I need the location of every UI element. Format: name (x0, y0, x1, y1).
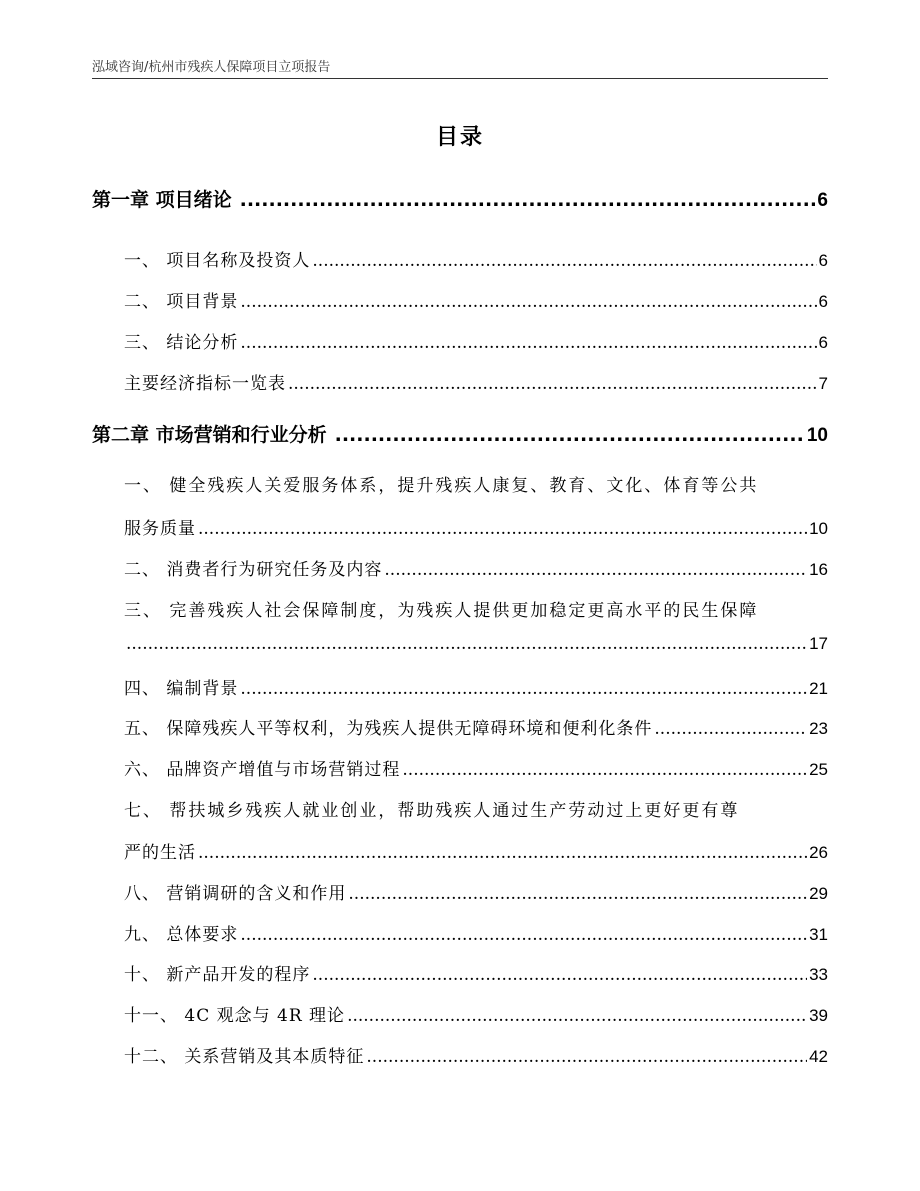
toc-entry[interactable] (92, 714, 828, 739)
toc-entry[interactable] (92, 246, 828, 271)
toc-entry-line2[interactable] (92, 838, 828, 863)
leader-dots (240, 189, 816, 211)
toc-entry[interactable] (92, 555, 828, 580)
toc-entry[interactable] (92, 755, 828, 780)
toc-entry[interactable] (92, 674, 828, 699)
toc-page-number: 6 (818, 251, 828, 270)
toc-label: 十二、 关系营销及其本质特征 (124, 1047, 365, 1067)
toc-page-number: 29 (809, 884, 828, 903)
toc-page-number: 42 (809, 1047, 828, 1066)
header-divider (92, 78, 828, 79)
toc-label: 二、 项目背景 (124, 292, 239, 312)
leader-dots (240, 925, 807, 945)
leader-dots (312, 251, 816, 271)
leader-dots (240, 333, 816, 353)
leader-dots (402, 760, 807, 780)
running-header: 泓域咨询/杭州市残疾人保障项目立项报告 (92, 60, 331, 75)
toc-page-number: 6 (818, 333, 828, 352)
toc-entry[interactable] (92, 879, 828, 904)
toc-label: 四、 编制背景 (124, 679, 239, 699)
leader-dots (198, 519, 807, 539)
toc-page-number: 26 (809, 843, 828, 862)
toc-label: 六、 品牌资产增值与市场营销过程 (124, 760, 401, 780)
toc-label: 一、 项目名称及投资人 (124, 251, 311, 271)
toc-label: 十、 新产品开发的程序 (124, 965, 311, 985)
toc-label: 第一章 项目绪论 (92, 189, 232, 211)
toc-label: 八、 营销调研的含义和作用 (124, 884, 347, 904)
toc-chapter-1[interactable] (92, 185, 828, 212)
toc-page-number: 10 (809, 519, 828, 538)
toc-label: 九、 总体要求 (124, 925, 239, 945)
toc-label: 三、 结论分析 (124, 333, 239, 353)
page-title: 目录 (435, 125, 484, 150)
leader-dots (335, 424, 805, 446)
leader-dots (348, 884, 807, 904)
toc-page-number: 23 (809, 719, 828, 738)
toc-entry-line1[interactable] (92, 471, 828, 496)
toc-entry-line1[interactable] (92, 596, 828, 621)
toc-page-number: 25 (809, 760, 828, 779)
leader-dots (312, 965, 807, 985)
toc-label: 十一、 4C 观念与 4R 理论 (124, 1006, 346, 1026)
toc-page-number: 16 (809, 560, 828, 579)
toc-label: 主要经济指标一览表 (124, 374, 286, 394)
leader-dots (384, 560, 807, 580)
toc-entry-line1[interactable] (92, 796, 828, 821)
toc-page-number: 7 (818, 374, 828, 393)
toc-label: 二、 消费者行为研究任务及内容 (124, 560, 383, 580)
toc-entry[interactable] (92, 1001, 828, 1026)
leader-dots (240, 679, 807, 699)
toc-entry[interactable] (92, 328, 828, 353)
toc-label: 服务质量 (124, 519, 196, 539)
toc-page-number: 6 (817, 190, 828, 211)
leader-dots (126, 634, 807, 654)
toc-chapter-2[interactable] (92, 420, 828, 447)
leader-dots (240, 292, 816, 312)
leader-dots (654, 719, 807, 739)
toc-page-number: 31 (809, 925, 828, 944)
toc-entry[interactable] (92, 369, 828, 394)
toc-entry[interactable] (92, 920, 828, 945)
toc-page-number: 21 (809, 679, 828, 698)
toc-page-number: 39 (809, 1006, 828, 1025)
leader-dots (288, 374, 817, 394)
toc-entry-line2[interactable] (92, 634, 828, 654)
toc-label: 第二章 市场营销和行业分析 (92, 424, 327, 446)
toc-label: 严的生活 (124, 843, 196, 863)
toc-label: 五、 保障残疾人平等权利，为残疾人提供无障碍环境和便利化条件 (124, 719, 653, 739)
toc-page-number: 33 (809, 965, 828, 984)
toc-label: 三、 完善残疾人社会保障制度，为残疾人提供更加稳定更高水平的民生保障 (124, 601, 759, 621)
leader-dots (198, 843, 807, 863)
toc-label: 七、 帮扶城乡残疾人就业创业，帮助残疾人通过生产劳动过上更好更有尊 (124, 801, 740, 821)
leader-dots (347, 1006, 807, 1026)
toc-entry[interactable] (92, 1042, 828, 1067)
toc-page-number: 17 (809, 634, 828, 653)
toc-entry-line2[interactable] (92, 514, 828, 539)
toc-label: 一、 健全残疾人关爱服务体系，提升残疾人康复、教育、文化、体育等公共 (124, 476, 759, 496)
leader-dots (366, 1047, 807, 1067)
toc-page-number: 10 (806, 425, 828, 446)
toc-entry[interactable] (92, 287, 828, 312)
toc-entry[interactable] (92, 960, 828, 985)
toc-page-number: 6 (818, 292, 828, 311)
